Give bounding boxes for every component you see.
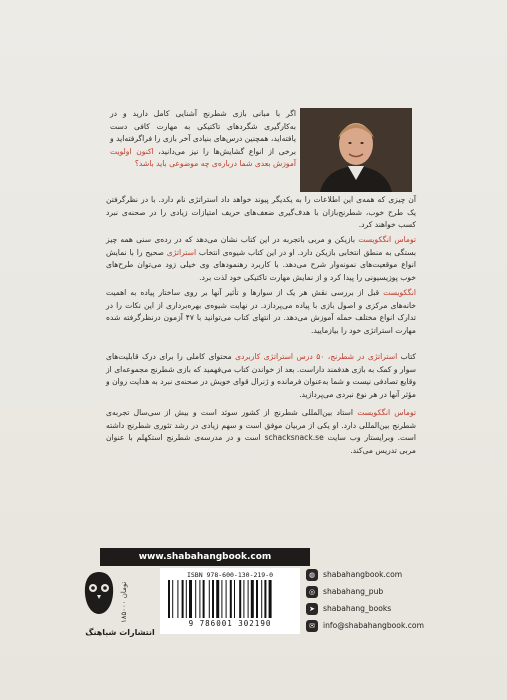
globe-icon: ◍	[306, 569, 318, 581]
book-summary-paragraph	[106, 351, 416, 401]
barcode-bar	[264, 580, 266, 618]
telegram-icon: ➤	[306, 603, 318, 615]
price-label: ۱۸۵۰۰۰ تومان	[120, 581, 128, 623]
social-links	[306, 566, 436, 634]
author-bio-name-highlight: توماس انگکویست	[357, 408, 416, 417]
strategy-word-highlight: استراتژی	[166, 247, 197, 257]
intro-paragraph	[110, 108, 296, 194]
barcode-bar	[182, 580, 184, 618]
barcode-bar	[209, 580, 210, 618]
isbn-number: 9 786001 302190	[188, 619, 272, 628]
barcode-bar	[168, 580, 170, 618]
barcode-bar	[189, 580, 192, 618]
barcode-bar	[226, 580, 227, 618]
publisher-name: انتشارات شباهنگ	[85, 628, 155, 637]
barcode-bar	[230, 580, 232, 618]
author-bio-text: استاد بین‌المللی شطرنج از کشور سوئد است و بیش از سی‌سال تجربه‌ی شطرنج بین‌المللی دارد. او یکی از مربیان موفق است و سهم زیادی در رشد تئوری شطرنج داشته است. وبرایستار وب سایت schacksnack.se است و در مدرسه‌ی شطرنج استکهلم با عنوان مربی تدریس می‌کند.	[106, 408, 416, 455]
author-surname-highlight: انگکویست	[383, 288, 416, 297]
barcode-bar	[172, 580, 173, 618]
social-telegram[interactable]	[306, 600, 436, 617]
barcode-bar	[269, 580, 272, 618]
publisher-logo	[80, 568, 118, 618]
barcode-bar	[239, 580, 241, 618]
barcode-bar	[216, 580, 219, 618]
barcode-bar	[251, 580, 254, 618]
strategy-paragraph	[106, 194, 416, 232]
intro-highlight: اکنون اولویت آموزش بعدی شما درباره‌ی چه موضوعی باید باشد؟	[110, 146, 296, 169]
social-email-label: info@shabahangbook.com	[323, 621, 424, 630]
barcode-bar	[203, 580, 205, 618]
social-email[interactable]	[306, 617, 436, 634]
author-name-highlight: توماس انگکویست	[358, 235, 417, 244]
email-icon: ✉	[306, 620, 318, 632]
website-banner[interactable]: www.shabahangbook.com	[100, 548, 310, 566]
social-instagram[interactable]	[306, 583, 436, 600]
author-portrait-image	[300, 108, 412, 192]
social-website[interactable]	[306, 566, 436, 583]
barcode-bar	[195, 580, 196, 618]
barcode-bar	[256, 580, 258, 618]
author-method-text-b: صحیح را با نمایش انواع موقعیت‌های نمونه‌وار شرح می‌دهد. با کاربرد رهنمودهای وی خیلی زود می‌توان طرح‌های خوب پوزیسیونی را پیدا کرد و از نمایش مهارت تاکتیکی خود لذت برد.	[106, 247, 416, 282]
author-photo	[300, 108, 412, 192]
content-text: قبل از بررسی نقش هر یک از سوارها و تأثیر آنها بر روی ساختار پیاده به اهمیت خانه‌های مرکزی و اصول بازی با پیاده می‌پردازد. در نهایت شیوه‌ی بهره‌برداری از این نکات را در تدارک انواع مختلف حمله آموزش می‌دهد. در انتهای کتاب می‌توانید با ۴۷ آزمون درنظرگرفته شده مهارت استراتژی خود را بیازمایید.	[106, 288, 416, 335]
barcode-bar	[186, 580, 187, 618]
barcode-bar	[212, 580, 214, 618]
book-summary-lead: کتاب	[397, 352, 416, 361]
barcode-icon	[164, 579, 296, 619]
barcode-bar	[261, 580, 262, 618]
social-instagram-label: shabahang_pub	[323, 587, 384, 596]
barcode-bar	[243, 580, 244, 618]
book-title-highlight: استراتژی در شطرنج، ۵۰ درس استراتژی کاربردی	[235, 352, 398, 361]
barcode-bar	[234, 580, 235, 618]
book-summary-text: محتوای کاملی را برای درک قابلیت‌های سوار و کمک به بازی هدفمند داراست. بعد از خواندن کتاب می‌فهمید که بازی شطرنج مجموعه‌ای از وقایع تصادفی نیست و شما به‌عنوان فرمانده و ژنرال قوای خویش در صحنه‌ی نبرد به هدایت روان و مؤثر آنها در هر نوع نبردی می‌پردازید.	[106, 352, 416, 399]
author-bio-paragraph	[106, 407, 416, 457]
barcode-bar	[221, 580, 222, 618]
author-method-text-a: بازیکن و مربی باتجربه در این کتاب نشان می‌دهد که در رده‌ی سنی همه چیز بستگی به منطق انتخابی بازیکن دارد. او در این کتاب شیوه‌ی انتخاب	[106, 235, 416, 257]
barcode-bar	[199, 580, 200, 618]
owl-logo-icon	[80, 568, 118, 618]
isbn-line: ISBN 978-600-130-219-0	[186, 571, 274, 579]
barcode-bar	[248, 580, 249, 618]
social-website-label: shabahangbook.com	[323, 570, 403, 579]
author-method-paragraph	[106, 234, 416, 284]
strategy-text: آن چیزی که همه‌ی این اطلاعات را به یکدیگر پیوند خواهد داد استراتژی نام دارد. با در نظرگرفتن یک طرح خوب، شطرنج‌بازان با هدف‌گیری ضعف‌های حریف امتیازات زیادی را در صحنه‌ی نبرد کسب خواهند کرد.	[106, 195, 416, 230]
content-paragraph	[106, 287, 416, 337]
barcode-bar	[177, 580, 178, 618]
barcode-box	[160, 568, 300, 634]
instagram-icon: ◎	[306, 586, 318, 598]
intro-text: اگر با مبانی بازی شطرنج آشنایی کامل دارید و در به‌کارگیری شگردهای تاکتیکی به مهارت کافی دست یافته‌اید، همچنین درس‌های بنیادی آخر بازی را فراگرفته‌اید و برخی از انواع گشایش‌ها را نیز می‌دانید،	[110, 109, 296, 156]
social-telegram-label: shabahang_books	[323, 604, 392, 613]
